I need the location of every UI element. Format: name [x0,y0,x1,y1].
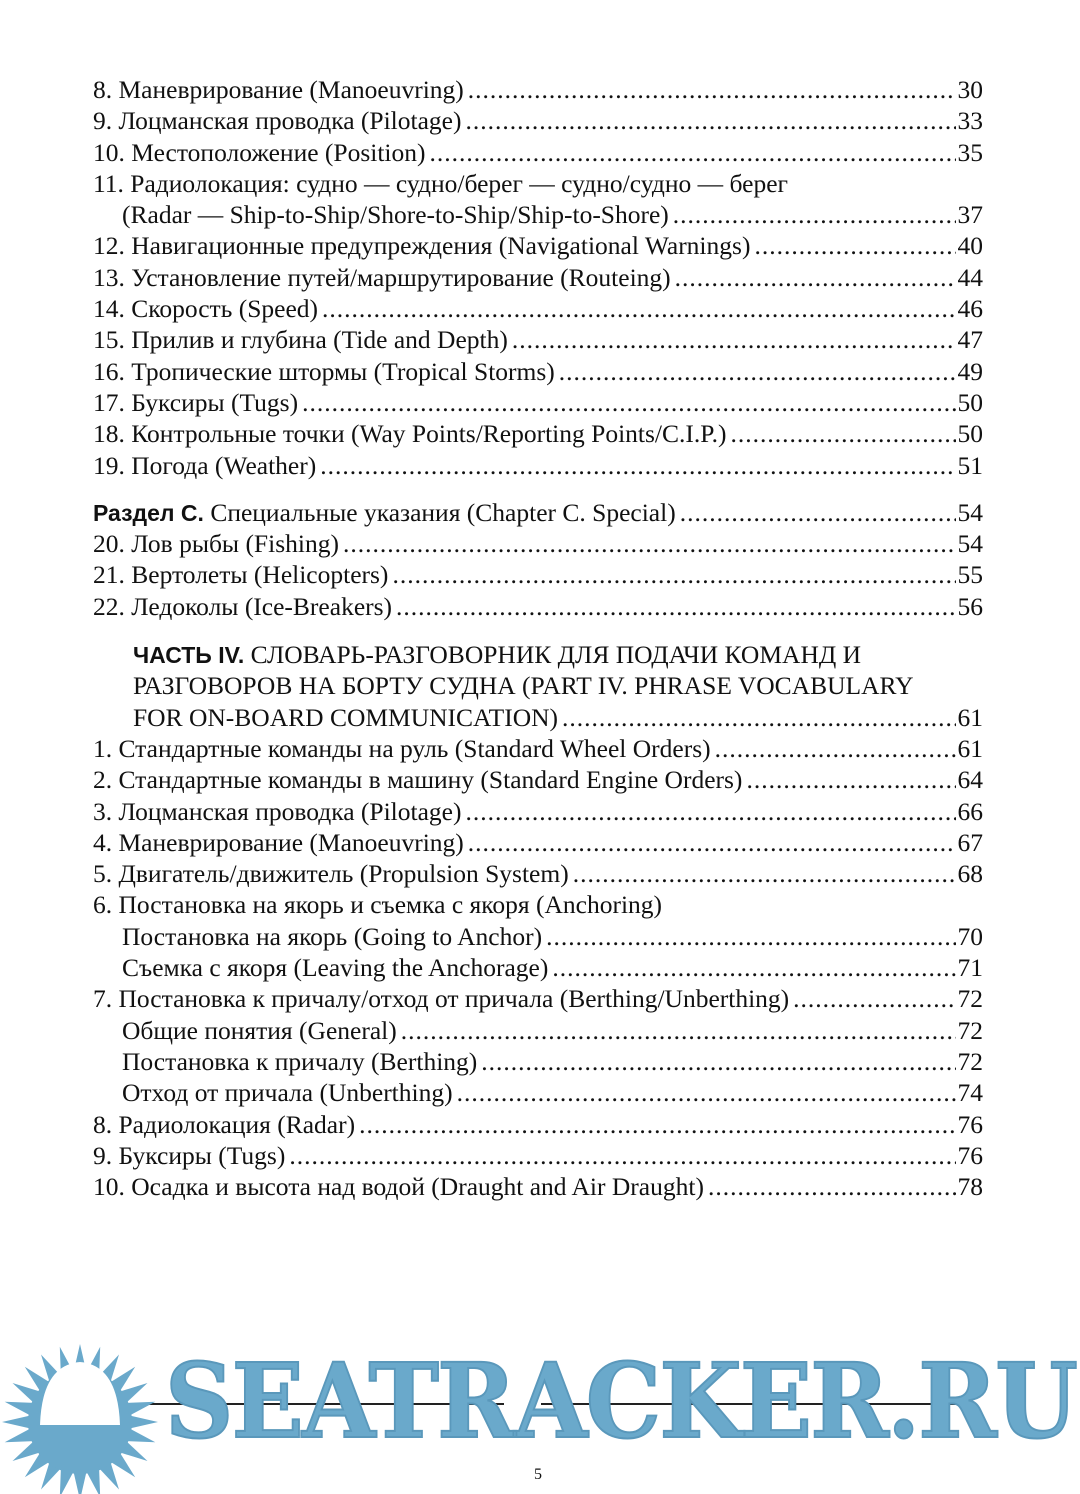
leader-dots [468,74,956,105]
toc-entry [93,1140,983,1171]
toc-entry-title: 5. Двигатель/движитель (Propulsion System) [93,859,569,889]
table-of-contents [93,74,983,1202]
leader-dots [746,764,955,795]
leader-dots [392,559,955,590]
toc-entry [93,324,983,355]
toc-entry-title: 1. Стандартные команды на руль (Standard Wheel Orders) [93,733,711,763]
toc-entry-title: (Radar — Ship-to-Ship/Shore-to-Ship/Ship-to-Shore) [122,200,669,230]
toc-entry-page: 50 [957,419,983,449]
toc-entry-page: 61 [957,702,983,732]
toc-entry [93,262,983,293]
toc-entry [93,230,983,261]
toc-entry-heading-prefix: Раздел С. [93,499,204,526]
leader-dots [680,497,956,528]
toc-entry-page: 66 [957,796,983,826]
toc-entry-title: 6. Постановка на якорь и съемка с якоря (Anchoring) [93,890,663,920]
toc-entry-page: 47 [957,325,983,355]
toc-entry-page: 55 [957,560,983,590]
toc-entry-title: 10. Осадка и высота над водой (Draught and Air Draught) [93,1172,704,1202]
toc-entry-page: 54 [957,497,983,527]
toc-entry-title: 2. Стандартные команды в машину (Standard Engine Orders) [93,765,743,795]
toc-entry-page: 78 [957,1172,983,1202]
toc-entry [93,639,983,670]
leader-dots [730,418,955,449]
toc-entry-title: 8. Радиолокация (Radar) [93,1109,356,1139]
toc-entry [93,889,983,920]
toc-entry-page: 72 [957,984,983,1014]
toc-entry [93,921,983,952]
toc-entry-title: Общие понятия (General) [122,1015,397,1045]
toc-entry [93,559,983,590]
toc-entry-page: 61 [957,733,983,763]
toc-entry-page: 68 [957,859,983,889]
toc-entry [93,418,983,449]
toc-entry-title: 9. Буксиры (Tugs) [93,1140,286,1170]
toc-entry [93,356,983,387]
toc-entry-heading-prefix: ЧАСТЬ IV. [133,642,245,669]
toc-entry [93,1109,983,1140]
toc-entry [93,702,983,733]
toc-entry-title: 20. Лов рыбы (Fishing) [93,529,339,559]
toc-entry [93,1171,983,1202]
leader-dots [457,1077,956,1108]
toc-entry-title: 13. Установление путей/маршрутирование (Routeing) [93,262,671,292]
toc-entry-page: 71 [957,953,983,983]
toc-entry-page: 35 [957,137,983,167]
toc-entry-title: 16. Тропические штормы (Tropical Storms) [93,356,555,386]
toc-entry-page: 37 [957,200,983,230]
leader-dots [562,702,955,733]
toc-entry [93,796,983,827]
toc-entry-page: 56 [957,591,983,621]
toc-entry-page: 64 [957,765,983,795]
toc-entry-title: 3. Лоцманская проводка (Pilotage) [93,796,462,826]
toc-entry [93,387,983,418]
watermark-text: SEATRACKER.RU [165,1341,1077,1462]
toc-entry-title: РАЗГОВОРОВ НА БОРТУ СУДНА (PART IV. PHRASE VOCABULARY [133,671,914,701]
toc-entry-title: 17. Буксиры (Tugs) [93,387,299,417]
toc-entry-page: 74 [957,1078,983,1108]
leader-dots [468,827,956,858]
leader-dots [793,983,955,1014]
leader-dots [359,1109,955,1140]
leader-dots [401,1015,956,1046]
toc-entry-title: Специальные указания (Chapter C. Special) [203,497,676,527]
toc-entry [93,858,983,889]
leader-dots [322,293,955,324]
toc-entry [93,137,983,168]
toc-entry-title: Постановка к причалу (Berthing) [122,1046,478,1076]
toc-entry [93,528,983,559]
toc-entry-title: 10. Местоположение (Position) [93,137,426,167]
toc-entry-page: 54 [957,529,983,559]
toc-entry-page: 44 [957,262,983,292]
toc-entry [93,450,983,481]
toc-entry-page: 49 [957,356,983,386]
toc-entry-page: 72 [957,1015,983,1045]
toc-entry [93,1077,983,1108]
toc-entry [93,168,983,199]
toc-entry-page: 51 [957,450,983,480]
leader-dots [289,1140,955,1171]
leader-dots [559,356,956,387]
leader-dots [481,1046,955,1077]
toc-entry-page: 30 [957,75,983,104]
toc-entry [93,105,983,136]
toc-entry-title: 8. Маневрирование (Manoeuvring) [93,75,464,104]
toc-entry [93,1046,983,1077]
toc-entry-page: 33 [957,106,983,136]
toc-entry-title: 22. Ледоколы (Ice-Breakers) [93,591,393,621]
toc-entry-title: 14. Скорость (Speed) [93,294,319,324]
leader-dots [512,324,956,355]
toc-entry-page: 76 [957,1109,983,1139]
toc-entry-title: FOR ON-BOARD COMMUNICATION) [133,702,559,732]
toc-entry-title: 12. Навигационные предупреждения (Navigational Warnings) [93,231,751,261]
leader-dots [430,137,956,168]
toc-entry-title: 11. Радиолокация: судно — судно/берег — судно/судно — берег [93,168,788,198]
toc-entry-title: 21. Вертолеты (Helicopters) [93,560,389,590]
toc-entry [93,670,983,701]
toc-entry-title: Съемка с якоря (Leaving the Anchorage) [122,953,549,983]
leader-dots [302,387,955,418]
leader-dots [708,1171,956,1202]
leader-dots [573,858,956,889]
leader-dots [552,952,955,983]
leader-dots [754,230,955,261]
toc-entry [93,983,983,1014]
leader-dots [675,262,956,293]
leader-dots [320,450,955,481]
toc-entry [93,74,983,105]
toc-entry-title: 18. Контрольные точки (Way Points/Reporting Points/C.I.P.) [93,419,727,449]
toc-entry [93,591,983,622]
toc-entry [93,497,983,528]
toc-entry [93,1015,983,1046]
leader-dots [396,591,955,622]
toc-entry-title: 9. Лоцманская проводка (Pilotage) [93,106,462,136]
toc-entry-title: 15. Прилив и глубина (Tide and Depth) [93,325,508,355]
toc-entry [93,952,983,983]
toc-entry-title: СЛОВАРЬ-РАЗГОВОРНИК ДЛЯ ПОДАЧИ КОМАНД И [244,640,862,670]
toc-entry [93,293,983,324]
toc-entry [93,827,983,858]
toc-entry-title: Отход от причала (Unberthing) [122,1078,453,1108]
toc-entry-title: 4. Маневрирование (Manoeuvring) [93,827,464,857]
toc-entry-title: Постановка на якорь (Going to Anchor) [122,921,543,951]
toc-entry-page: 76 [957,1140,983,1170]
leader-dots [343,528,956,559]
toc-entry-page: 50 [957,387,983,417]
toc-entry-title: 7. Постановка к причалу/отход от причала (Berthing/Unberthing) [93,984,790,1014]
leader-dots [465,796,955,827]
toc-entry [93,733,983,764]
toc-entry-page: 67 [957,827,983,857]
leader-dots [546,921,955,952]
toc-entry-page: 70 [957,921,983,951]
leader-dots [465,105,955,136]
toc-entry-title: 19. Погода (Weather) [93,450,317,480]
toc-entry [93,764,983,795]
toc-entry-page: 46 [957,294,983,324]
leader-dots [673,199,956,230]
toc-entry [93,199,983,230]
leader-dots [715,733,956,764]
page-number: 5 [534,1466,542,1483]
toc-entry-page: 40 [957,231,983,261]
toc-entry-page: 72 [957,1046,983,1076]
